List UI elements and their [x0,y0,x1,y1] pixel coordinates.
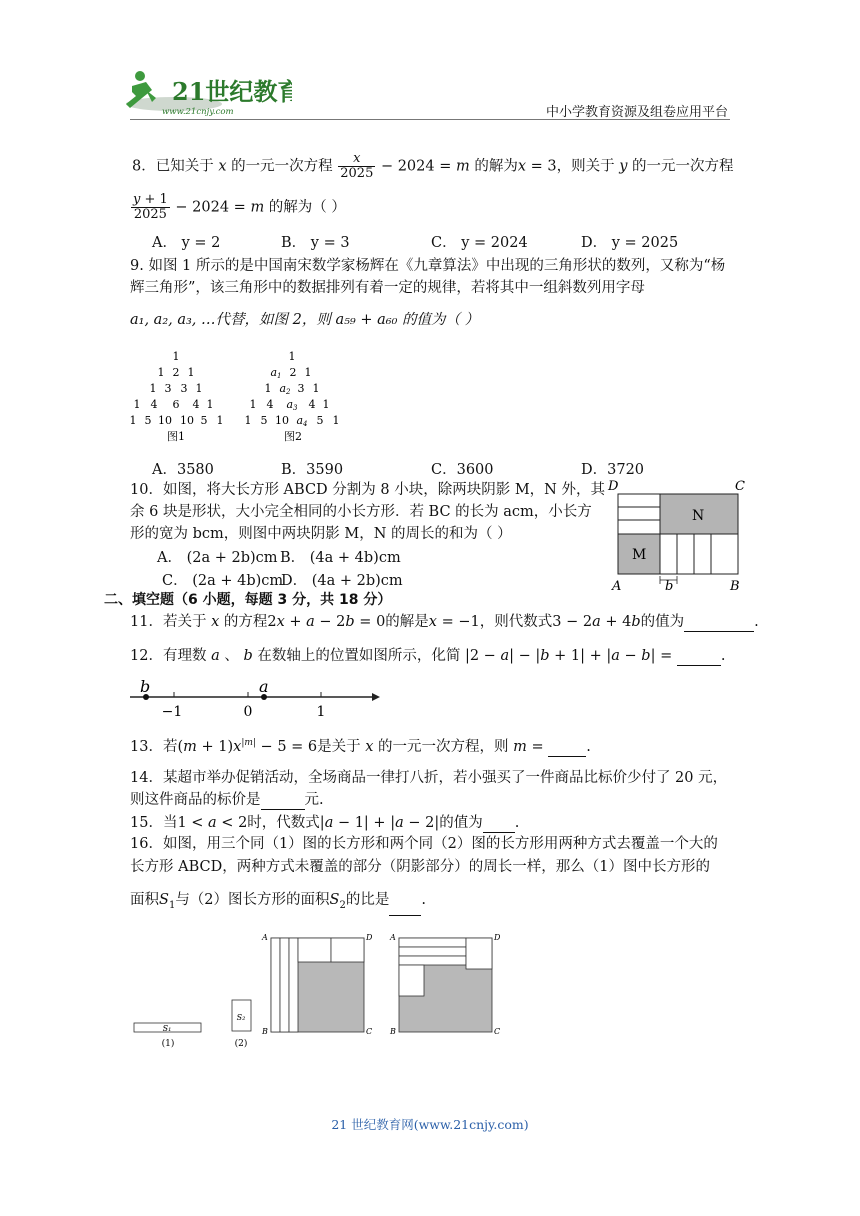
svg-text:1: 1 [195,382,203,395]
site-logo [122,68,292,120]
svg-text:1: 1 [216,414,224,427]
svg-text:4: 4 [192,398,200,411]
logo-url: www.21cnjy.com [162,107,234,117]
svg-text:(2): (2) [234,1039,248,1049]
q9-line1: 9. 如图 1 所示的是中国南宋数学家杨辉在《九章算法》中出现的三角形状的数列，又称为“杨 [130,258,726,274]
svg-text:5: 5 [316,414,324,427]
q15-line: 15．当1 < a < 2时，代数式|a − 1| + |a − 2|的值为 . [130,815,520,831]
q8-line2: $\frac{y + 1}{2025}$ − 2024 = m 的解为（ ） [133,192,346,222]
svg-text:1: 1 [157,366,165,379]
svg-text:1: 1 [332,414,340,427]
q10-line3: 形的宽为 bcm，则图中两块阴影 M，N 的周长的和为（ ） [130,526,512,542]
svg-text:1: 1 [312,382,320,395]
q9-option-a: A．3580 [152,462,214,478]
q12-line: 12．有理数 a 、 b 在数轴上的位置如图所示，化简 |2 − a| − |b + 1| + |a − b| = . [130,648,726,664]
svg-text:D: D [366,933,373,942]
svg-text:5: 5 [260,414,268,427]
yanghui-triangle-figure [128,346,368,446]
q14-line1: 14．某超市举办促销活动，全场商品一律打八折，若小强买了一件商品比标价少付了 20 元， [130,770,728,786]
logo-text: 21世纪教育 [172,77,292,106]
q10-option-c: C． (2a + 4b)cm [162,573,284,589]
footer-link[interactable]: 21 世纪教育网(www.21cnjy.com) [331,1117,529,1132]
svg-text:M: M [632,547,647,563]
platform-label: 中小学教育资源及组卷应用平台 [545,105,728,120]
svg-text:S₁: S₁ [162,1024,172,1033]
svg-text:1: 1 [264,382,272,395]
svg-text:1: 1 [322,398,330,411]
q10-option-b: B． (4a + 4b)cm [280,550,401,566]
svg-text:3: 3 [297,382,305,395]
q16-line1: 16．如图，用三个同（1）图的长方形和两个同（2）图的长方形用两种方式去覆盖一个大的 [130,836,718,852]
q9-line2: 辉三角形”，该三角形中的数据排列有着一定的规律，若将其中一组斜数列用字母 [130,280,645,296]
covering-rectangles-figure [128,924,528,1060]
q8-option-a: A． y = 2 [152,235,221,251]
svg-text:1: 1 [249,398,257,411]
svg-text:A: A [612,579,622,594]
svg-text:a4: a4 [296,414,308,428]
q8-option-b: B． y = 3 [281,235,350,251]
svg-text:−1: −1 [161,704,183,720]
svg-text:b: b [665,579,674,594]
svg-text:10: 10 [180,414,194,427]
q9-option-c: C．3600 [431,462,494,478]
svg-text:5: 5 [200,414,208,427]
svg-text:a1: a1 [270,366,282,380]
svg-text:5: 5 [144,414,152,427]
section2-heading: 二、填空题（6 小题，每题 3 分，共 18 分） [104,592,392,608]
svg-text:N: N [692,508,705,524]
svg-text:B: B [262,1027,268,1036]
svg-text:2: 2 [289,366,297,379]
svg-text:0: 0 [243,704,253,720]
svg-text:4: 4 [308,398,316,411]
q13-line: 13．若$(m + 1)x^{|m|} - 5 = 6$是关于 x 的一元一次方程，则 m = . [130,738,591,755]
svg-text:10: 10 [158,414,172,427]
svg-text:1: 1 [316,704,326,720]
svg-text:C: C [735,479,745,494]
svg-text:C: C [494,1027,501,1036]
q11-line: 11．若关于 x 的方程2x + a − 2b = 0的解是x = −1，则代数式3 − 2a + 4b的值为 . [130,614,759,630]
q16-line2: 长方形 ABCD，两种方式未覆盖的部分（阴影部分）的周长一样，那么（1）图中长方形的 [130,859,710,875]
q10-option-d: D． (4a + 2b)cm [281,573,403,589]
q9-option-d: D．3720 [581,462,645,478]
svg-text:S₂: S₂ [236,1013,246,1022]
svg-text:10: 10 [275,414,289,427]
header-divider [130,119,730,120]
q8-option-d: D． y = 2025 [581,235,679,251]
svg-text:a: a [259,678,269,696]
q8-line1: 8．已知关于 x 的一元一次方程 $\frac{x}{2025}$ − 2024 = m 的解为x = 3，则关于 y 的一元一次方程 [132,151,734,181]
svg-text:A: A [262,933,268,942]
svg-text:3: 3 [164,382,172,395]
svg-text:1: 1 [288,350,296,363]
svg-text:D: D [494,933,501,942]
q9-line3: a₁, a₂, a₃, …代替，如图 2，则 a₅₉ + a₆₀ 的值为（ ） [130,312,480,328]
svg-text:B: B [730,579,740,594]
svg-text:2: 2 [172,366,180,379]
q8-option-c: C． y = 2024 [431,235,528,251]
svg-text:1: 1 [172,350,180,363]
rectangle-abcd-figure [604,478,754,598]
q10-line1: 10．如图，将大长方形 ABCD 分割为 8 小块，除两块阴影 M，N 外，其 [130,482,605,498]
svg-text:3: 3 [180,382,188,395]
q10-option-a: A． (2a + 2b)cm [157,550,278,566]
svg-text:a2: a2 [279,382,291,396]
q10-line2: 余 6 块是形状，大小完全相同的小长方形．若 BC 的长为 acm，小长方 [130,504,592,520]
q16-line3: 面积$S_1$与（2）图长方形的面积$S_2$的比是 . [130,890,426,916]
svg-text:A: A [390,933,396,942]
svg-text:6: 6 [172,398,180,411]
q9-option-b: B．3590 [281,462,344,478]
svg-text:1: 1 [187,366,195,379]
fig2-label: 图2 [284,430,302,443]
svg-text:4: 4 [150,398,158,411]
svg-text:1: 1 [244,414,252,427]
svg-text:b: b [140,678,151,696]
svg-text:1: 1 [149,382,157,395]
svg-text:D: D [608,479,619,494]
fig1-label: 图1 [167,430,185,443]
svg-text:1: 1 [129,414,137,427]
svg-text:1: 1 [133,398,141,411]
svg-text:C: C [366,1027,373,1036]
svg-text:B: B [390,1027,396,1036]
svg-text:a3: a3 [286,398,298,412]
svg-text:(1): (1) [161,1039,175,1049]
svg-text:1: 1 [304,366,312,379]
svg-text:4: 4 [266,398,274,411]
svg-text:1: 1 [206,398,214,411]
q14-line2: 则这件商品的标价是 元. [130,792,324,808]
number-line [126,678,386,720]
